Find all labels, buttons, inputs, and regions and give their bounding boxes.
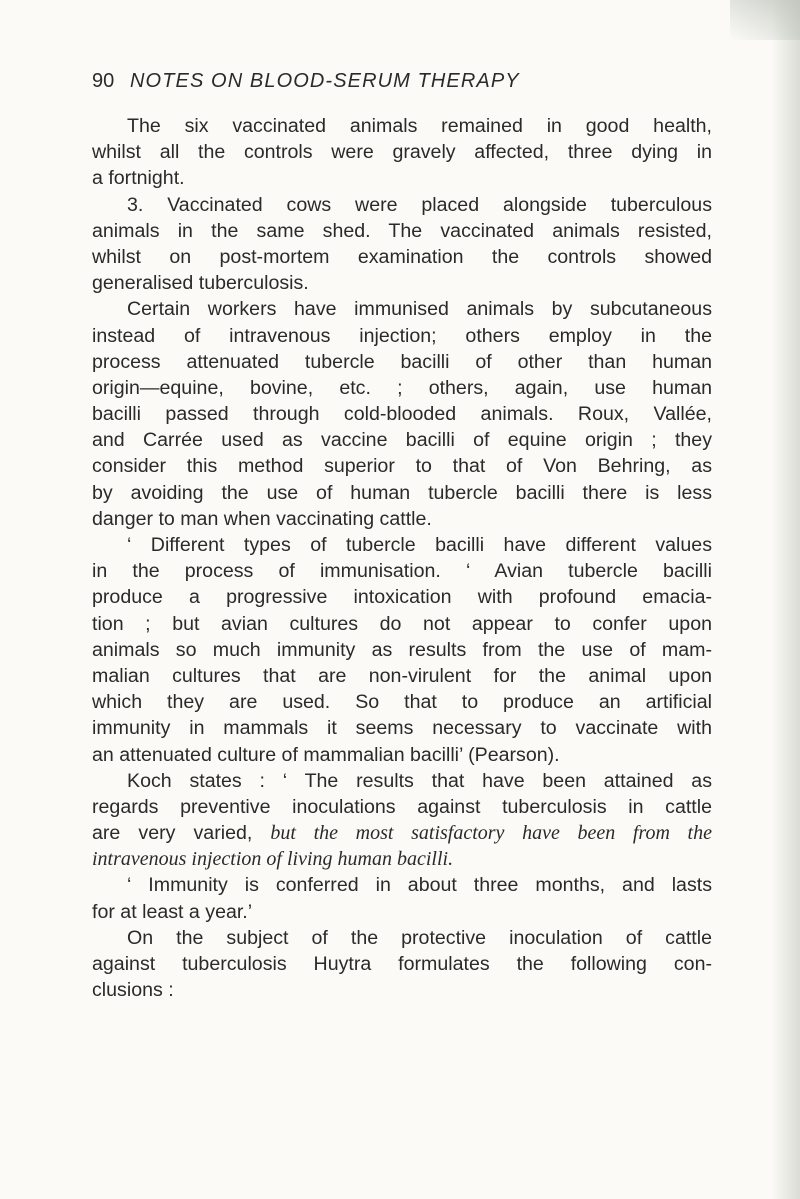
text-line: malian cultures that are non-virulent for the animal upon (92, 664, 712, 687)
text-line-mixed-italic: but the most satisfactory have been from the (270, 822, 712, 845)
text-line: instead of intravenous injection; others employ in the (92, 324, 712, 347)
text-line: animals in the same shed. The vaccinated animals resisted, (92, 219, 712, 242)
text-line: 3. Vaccinated cows were placed alongside tuberculous (127, 193, 712, 216)
text-line: whilst all the controls were gravely affected, three dying in (92, 141, 712, 164)
text-line-mixed-roman: are very varied, (92, 822, 271, 845)
text-line: consider this method superior to that of Von Behring, as (92, 455, 712, 478)
text-line: animals so much immunity as results from the use of mam- (92, 638, 712, 661)
text-line: bacilli passed through cold-blooded animals. Roux, Vallée, (92, 403, 712, 426)
text-line: Certain workers have immunised animals by subcutaneous (127, 298, 712, 321)
text-line: process attenuated tubercle bacilli of other than human (92, 350, 712, 373)
text-line: immunity in mammals it seems necessary to vaccinate with (92, 717, 712, 740)
text-line: danger to man when vaccinating cattle. (92, 507, 432, 530)
text-line: origin—equine, bovine, etc. ; others, again, use human (92, 376, 712, 399)
text-line: a fortnight. (92, 167, 185, 190)
page-number: 90 (92, 70, 115, 92)
text-block-main (92, 113, 712, 820)
text-line: The six vaccinated animals remained in good health, (127, 115, 712, 137)
text-line: ‘ Immunity is conferred in about three months, and lasts (127, 874, 712, 897)
text-line: ‘ Different types of tubercle bacilli have different values (127, 534, 712, 556)
text-line: by avoiding the use of human tubercle bacilli there is less (92, 481, 712, 504)
text-line: which they are used. So that to produce an artificial (92, 691, 712, 714)
text-line: clusions : (92, 979, 174, 1002)
text-block-closing (92, 872, 712, 1003)
text-line: produce a progressive intoxication with profound emacia- (92, 586, 712, 609)
text-line: in the process of immunisation. ‘ Avian tubercle bacilli (92, 560, 712, 583)
running-title: NOTES ON BLOOD-SERUM THERAPY (130, 70, 520, 92)
text-line: against tuberculosis Huytra formulates the following con- (92, 953, 712, 975)
page-edge-shadow (772, 0, 800, 1199)
text-line: On the subject of the protective inoculation of cattle (127, 926, 712, 949)
text-line: regards preventive inoculations against tuberculosis in cattle (92, 795, 712, 818)
text-line-mixed (92, 820, 712, 846)
text-line: for at least a year.’ (92, 900, 253, 923)
page-header (92, 66, 712, 96)
text-line: Koch states : ‘ The results that have been attained as (127, 769, 712, 792)
text-line: whilst on post-mortem examination the controls showed (92, 245, 712, 268)
text-line: generalised tuberculosis. (92, 272, 309, 295)
text-line: an attenuated culture of mammalian bacilli’ (Pearson). (92, 743, 560, 766)
body-text (92, 113, 712, 1003)
text-line-italic: intravenous injection of living human bacilli. (92, 848, 454, 871)
text-line: tion ; but avian cultures do not appear to confer upon (92, 612, 712, 635)
text-line: and Carrée used as vaccine bacilli of equine origin ; they (92, 429, 712, 452)
